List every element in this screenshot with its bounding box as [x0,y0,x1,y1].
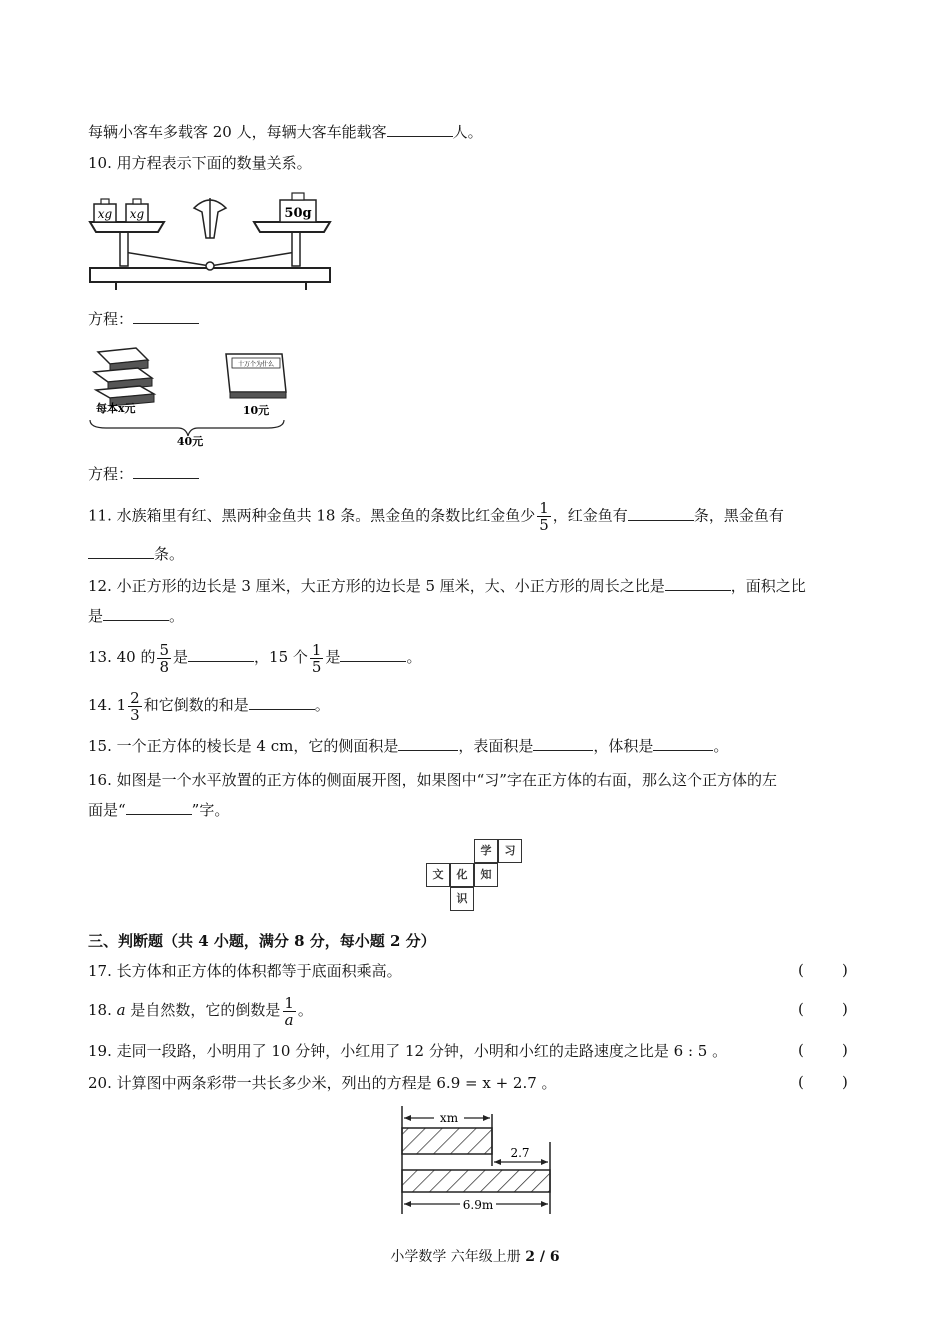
q15-line [88,736,728,756]
q11-text: 条。 [154,545,185,563]
net-cell-xue: 学 [474,839,498,863]
fraction: $\frac{1}{a}$ [284,993,294,1029]
answer-blank[interactable] [628,506,694,521]
q10-title: 10. 用方程表示下面的数量关系。 [88,154,312,172]
q14-line [88,688,330,722]
answer-blank[interactable] [133,464,199,479]
q20-text: 20. 计算图中两条彩带一共长多少米，列出的方程是 6.9 = x + 2.7 。 [88,1074,557,1092]
q14-text: 。 [314,696,330,714]
answer-blank[interactable] [387,122,453,137]
answer-parentheses[interactable]: ( ) [798,1000,848,1018]
equation-label: 方程： [88,310,134,328]
q18-text: 是自然数，它的倒数是 [125,1001,281,1019]
q15-text: ，表面积是 [458,737,534,755]
answer-blank[interactable] [665,576,731,591]
equation-line-1 [88,309,199,329]
q18-line [88,992,313,1028]
total-label: 40元 [176,435,204,448]
answer-parentheses[interactable]: ( ) [798,1073,848,1091]
weight-label-left-2: xg [129,207,145,221]
answer-blank[interactable] [133,309,199,324]
net-cell-shi: 识 [450,887,474,911]
q12-line1 [88,576,806,596]
fraction: $\frac{5}{8}$ [159,640,170,676]
q16-line1: 16. 如图是一个水平放置的正方体的侧面展开图，如果图中“习”字在正方体的右面，那么这个正方体的左 [88,771,777,789]
ribbon-label-total: 6.9m [462,1198,494,1212]
q18-text: 。 [297,1001,313,1019]
q18-variable: a [116,1001,126,1019]
q16-text: ”字。 [191,801,230,819]
q11-line1 [88,499,784,534]
answer-blank[interactable] [126,800,192,815]
answer-blank[interactable] [398,736,458,751]
net-cell-xi: 习 [498,839,522,863]
fraction: $\frac{2}{3}$ [130,688,140,724]
q15-text: 15. 一个正方体的棱长是 4 cm，它的侧面积是 [88,737,399,755]
q13-text: 是 [325,648,341,666]
answer-blank[interactable] [340,647,406,662]
q17-text: 17. 长方体和正方体的体积都等于底面积乘高。 [88,962,402,980]
answer-blank[interactable] [103,606,169,621]
answer-parentheses[interactable]: ( ) [798,961,848,979]
book-title: 十万个为什么 [237,361,275,368]
q13-text: ，15 个 [254,648,308,666]
q19-text: 19. 走同一段路，小明用了 10 分钟，小红用了 12 分钟，小明和小红的走路速度之比是 6 : 5 。 [88,1042,728,1060]
answer-blank[interactable] [653,736,713,751]
balance-scale-figure [86,186,336,294]
q13-text: 。 [406,648,422,666]
answer-parentheses[interactable]: ( ) [798,1041,848,1059]
q12-line2 [88,606,184,626]
ribbon-label-diff: 2.7 [510,1146,530,1160]
q14-text: 和它倒数的和是 [143,696,249,714]
q15-text: 。 [713,737,729,755]
q12-text: 是 [88,607,104,625]
ribbon-label-x: xm [439,1111,459,1125]
answer-blank[interactable] [249,695,315,710]
q16-text: 面是“ [88,801,126,819]
answer-blank[interactable] [88,544,154,559]
q14-text: 14. 1 [88,696,127,714]
equation-label: 方程： [88,465,134,483]
net-cell-hua: 化 [450,863,474,887]
page-separator: / [535,1249,550,1265]
q13-text: 是 [173,648,189,666]
book-stack-label: 每本x元 [96,402,136,415]
q9-text: 每辆小客车多载客 20 人，每辆大客车能载客 [88,123,387,141]
net-cell-zhi: 知 [474,863,498,887]
q11-text: 11. 水族箱里有红、黑两种金鱼共 18 条。黑金鱼的条数比红金鱼少 [88,506,536,525]
ribbon-figure [396,1106,558,1216]
weight-label-left-1: xg [97,207,113,221]
fraction: $\frac{1}{5}$ [311,640,322,676]
q18-text: 18. [88,1001,117,1019]
page-number: 2 [525,1249,536,1265]
book-price-label: 10元 [242,404,270,417]
q12-text: 。 [169,607,185,625]
q12-text: ，面积之比 [730,577,806,595]
q11-line2 [88,544,184,564]
q11-text: ，红金鱼有 [552,506,628,525]
q13-line [88,640,421,674]
weight-label-right: 50g [284,206,312,221]
books-figure [86,342,290,450]
fraction: $\frac{1}{5}$ [539,499,549,534]
q9-tail [88,122,483,142]
net-cell-wen: 文 [426,863,450,887]
footer-text: 小学数学 六年级上册 [390,1249,526,1265]
q13-text: 13. 40 的 [88,648,156,666]
section-title: 三、判断题（共 4 小题，满分 8 分，每小题 2 分） [88,932,436,950]
q9-text-end: 人。 [452,123,483,141]
q11-text: 条，黑金鱼有 [693,506,784,525]
q16-line2 [88,800,229,820]
q15-text: ，体积是 [593,737,654,755]
answer-blank[interactable] [533,736,593,751]
page-total: 6 [549,1249,560,1265]
equation-line-2 [88,464,199,484]
q12-text: 12. 小正方形的边长是 3 厘米，大正方形的边长是 5 厘米，大、小正方形的周长之比是 [88,577,665,595]
page-footer [0,1246,950,1266]
answer-blank[interactable] [188,647,254,662]
